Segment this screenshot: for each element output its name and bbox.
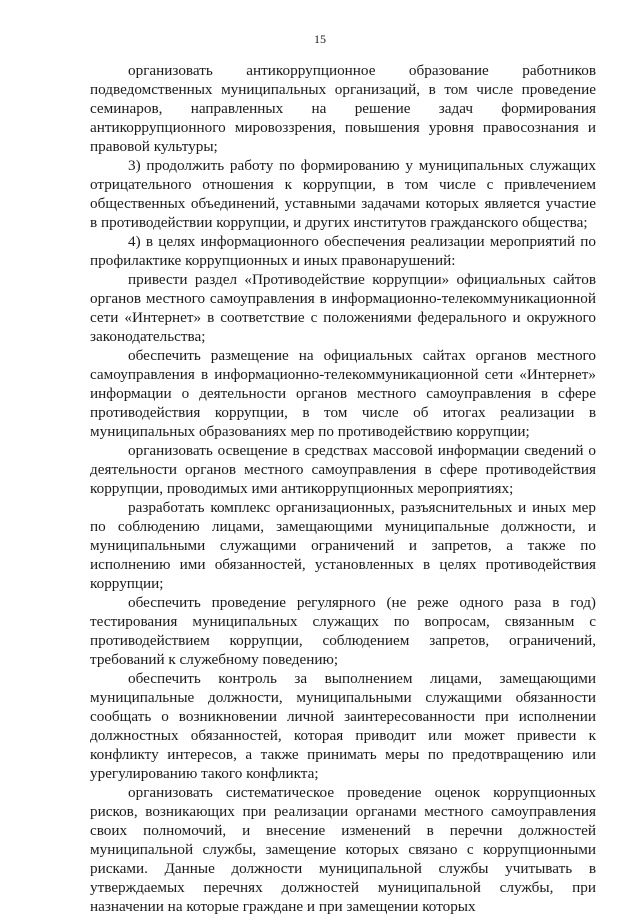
paragraph: организовать систематическое проведение оценок коррупционных рисков, возникающих при реализации органами местного самоуправления своих полномочий, и внесение изменений в перечни должностей муниципальной службы, замещение которых связано с коррупционными рисками. Данные должности муниципальной службы учитывать в утверждаемых перечнях должностей муниципальной службы, при назначении на которые граждане и при замещении которых	[90, 784, 596, 915]
paragraph: организовать освещение в средствах массовой информации сведений о деятельности органов местного самоуправления в сфере противодействия коррупции, проводимых ими антикоррупционных мероприятиях;	[90, 442, 596, 497]
paragraph: 4) в целях информационного обеспечения реализации мероприятий по профилактике коррупционных и иных правонарушений:	[90, 233, 596, 269]
paragraph: разработать комплекс организационных, разъяснительных и иных мер по соблюдению лицами, замещающими муниципальные должности, и муниципальными служащими ограничений и запретов, а также по исполнению ими обязанностей, установленных в целях противодействия коррупции;	[90, 499, 596, 592]
paragraph: обеспечить проведение регулярного (не реже одного раза в год) тестирования муниципальных служащих по вопросам, связанным с противодействием коррупции, соблюдением запретов, ограничений, требований к служебному поведению;	[90, 594, 596, 668]
paragraph: привести раздел «Противодействие коррупции» официальных сайтов органов местного самоуправления в информационно-телекоммуникационной сети «Интернет» в соответствие с положениями федерального и окружного законодательства;	[90, 271, 596, 345]
paragraph: 3) продолжить работу по формированию у муниципальных служащих отрицательного отношения к коррупции, в том числе с привлечением общественных объединений, уставными задачами которых является участие в противодействии коррупции, и других институтов гражданского общества;	[90, 157, 596, 231]
page-number: 15	[314, 32, 326, 46]
paragraph: организовать антикоррупционное образование работников подведомственных муниципальных организаций, в том числе проведение семинаров, направленных на решение задач формирования антикоррупционного мировоззрения, повышения уровня правосознания и правовой культуры;	[90, 62, 596, 155]
paragraph: обеспечить размещение на официальных сайтах органов местного самоуправления в информационно-телекоммуникационной сети «Интернет» информации о деятельности органов местного самоуправления в сфере противодействия коррупции, в том числе об итогах реализации в муниципальных образованиях мер по противодействию коррупции;	[90, 347, 596, 440]
document-body	[90, 61, 596, 916]
paragraph: обеспечить контроль за выполнением лицами, замещающими муниципальные должности, муниципальными служащими обязанности сообщать о возникновении личной заинтересованности при исполнении должностных обязанностей, которая приводит или может привести к конфликту интересов, а также принимать меры по предотвращению или урегулированию такого конфликта;	[90, 670, 596, 782]
